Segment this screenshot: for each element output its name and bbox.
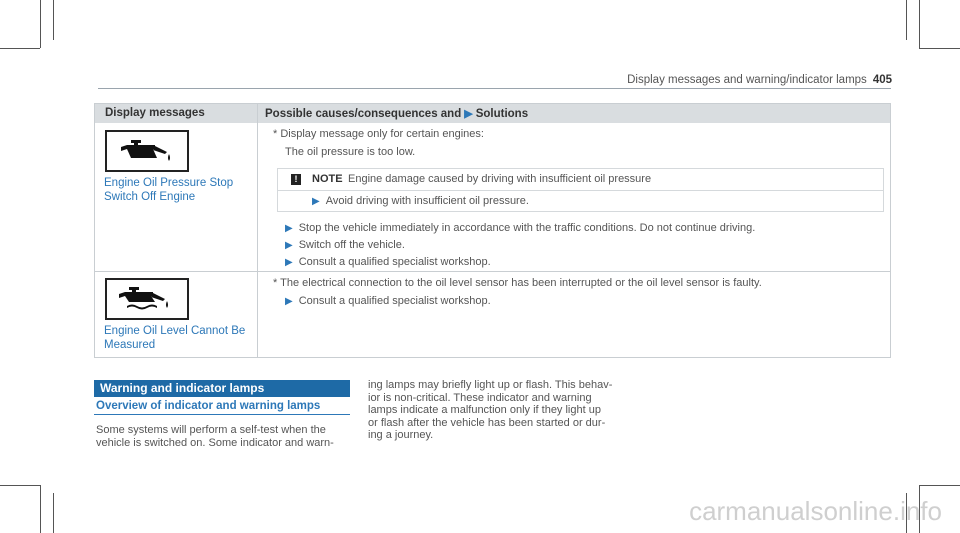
table-header: [95, 104, 890, 123]
crop-mark: [919, 0, 920, 48]
body-line: lamps indicate a malfunction only if they light up: [368, 404, 601, 416]
notice-text: Engine damage caused by driving with insufficient oil pressure: [348, 173, 652, 185]
page-number: 405: [872, 74, 892, 86]
message-label-oil-level: Engine Oil Level Cannot Be Measured: [104, 325, 246, 351]
body-line: vehicle is switched on. Some indicator and warn-: [96, 436, 334, 449]
header-rule: [98, 88, 891, 89]
body-line: ing a journey.: [368, 429, 434, 441]
cause-line: * Display message only for certain engines:: [273, 128, 484, 140]
display-messages-table: [94, 103, 891, 358]
crop-mark: [40, 485, 41, 533]
crop-mark: [919, 48, 960, 49]
body-line: ing lamps may briefly light up or flash. This behav-: [368, 379, 613, 391]
body-text-col1: [96, 424, 334, 449]
play-arrow-icon: ▶: [464, 108, 473, 120]
column-divider: [257, 104, 258, 357]
body-line: or flash after the vehicle has been started or dur-: [368, 416, 606, 429]
cause-line: * The electrical connection to the oil level sensor has been interrupted or the oil level sensor is faulty.: [273, 277, 762, 289]
oil-can-symbol: [107, 132, 187, 170]
solution-step: ▶ Consult a qualified specialist workshop.: [285, 295, 491, 307]
section-title: Warning and indicator lamps: [100, 381, 265, 395]
crop-mark: [53, 493, 54, 533]
column-header-causes: Possible causes/consequences and ▶ Solutions: [265, 108, 529, 120]
crop-mark: [919, 485, 960, 486]
solution-step: ▶ Switch off the vehicle.: [285, 239, 405, 251]
engine-oil-level-icon: [105, 278, 189, 320]
crop-mark: [53, 0, 54, 40]
engine-oil-can-icon: [105, 130, 189, 172]
crop-mark: [40, 0, 41, 48]
crop-mark: [906, 0, 907, 40]
body-line: Some systems will perform a self-test when the: [96, 424, 326, 436]
notice-box: [277, 168, 884, 212]
notice-bullet: ▶ Avoid driving with insufficient oil pressure.: [312, 195, 529, 207]
subsection-rule: [94, 414, 350, 415]
message-label-oil-pressure: Engine Oil Pressure Stop Switch Off Engine: [104, 177, 234, 203]
warning-icon: !: [291, 174, 301, 185]
running-header: [627, 74, 892, 86]
notice-header: [278, 169, 883, 191]
row-divider: [95, 271, 890, 272]
oil-level-symbol: [107, 280, 187, 318]
bullet-arrow-icon: ▶: [285, 257, 293, 268]
crop-mark: [0, 485, 40, 486]
body-line: ior is non-critical. These indicator and warning: [368, 391, 592, 404]
cause-line: The oil pressure is too low.: [285, 146, 416, 158]
running-title: Display messages and warning/indicator lamps: [627, 74, 867, 86]
section-title-bar: [94, 380, 350, 397]
watermark: carmanualsonline.info: [689, 496, 942, 526]
bullet-arrow-icon: ▶: [285, 223, 293, 234]
column-header-display-messages: Display messages: [105, 107, 205, 119]
solution-step: ▶ Stop the vehicle immediately in accordance with the traffic conditions. Do not continue driving.: [285, 222, 756, 234]
bullet-arrow-icon: ▶: [285, 240, 293, 251]
body-text-col2: [368, 379, 612, 442]
bullet-arrow-icon: ▶: [285, 296, 293, 307]
crop-mark: [0, 48, 40, 49]
subsection-title: Overview of indicator and warning lamps: [96, 400, 321, 412]
bullet-arrow-icon: ▶: [312, 196, 320, 207]
notice-title: NOTE: [312, 173, 343, 185]
solution-step: ▶ Consult a qualified specialist workshop.: [285, 256, 491, 268]
